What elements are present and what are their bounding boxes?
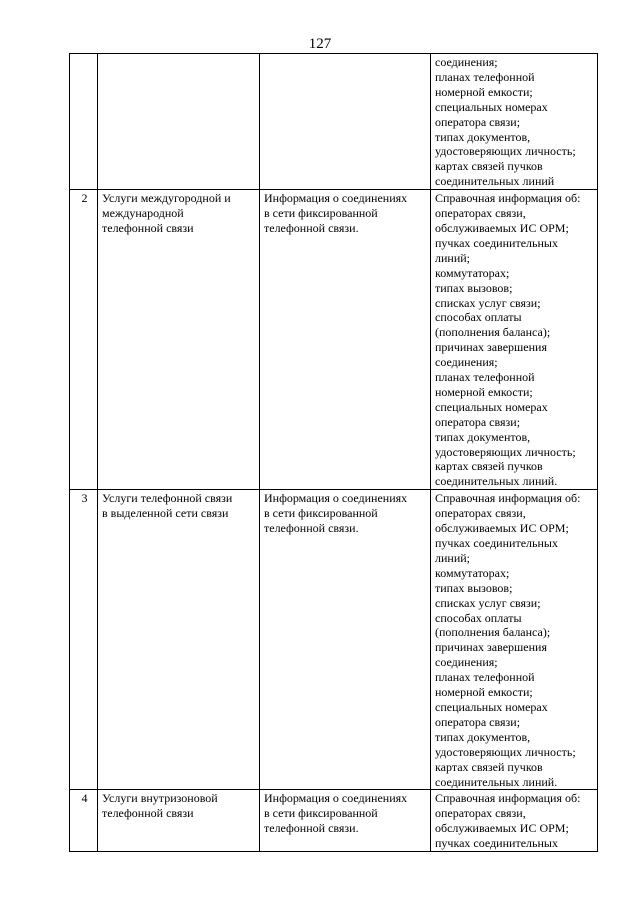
text-line: обслуживаемых ИС ОРМ; bbox=[435, 821, 569, 836]
text-line: операторах связи, bbox=[435, 206, 526, 221]
text-line: операторах связи, bbox=[435, 806, 526, 821]
text-line: способах оплаты bbox=[435, 310, 522, 325]
text-line: международной bbox=[102, 206, 184, 221]
text-line: причинах завершения bbox=[435, 640, 547, 655]
text-line: типах вызовов; bbox=[435, 280, 513, 295]
service-cell bbox=[98, 490, 260, 790]
text-line: специальных номерах bbox=[435, 399, 548, 414]
text-line: Справочная информация об: bbox=[435, 791, 581, 806]
text-line: соединения; bbox=[435, 55, 498, 69]
info-cell bbox=[260, 790, 431, 852]
reference-cell bbox=[431, 190, 598, 490]
text-line: номерной емкости; bbox=[435, 384, 533, 399]
info-description bbox=[264, 790, 428, 836]
text-line: линий; bbox=[435, 250, 471, 265]
text-line: картах связей пучков bbox=[435, 159, 543, 174]
table-row bbox=[70, 490, 598, 790]
text-line: Информация о соединениях bbox=[264, 191, 408, 206]
text-line: операторах связи, bbox=[435, 506, 526, 521]
text-line: коммутаторах; bbox=[435, 565, 510, 580]
text-line: в сети фиксированной bbox=[264, 206, 378, 221]
text-line: Услуги междугородной и bbox=[102, 191, 231, 206]
text-line: телефонной связи. bbox=[264, 220, 359, 235]
text-line: коммутаторах; bbox=[435, 265, 510, 280]
text-line: типах вызовов; bbox=[435, 580, 513, 595]
info-cell bbox=[260, 54, 431, 190]
text-line: Услуги внутризоновой bbox=[102, 791, 218, 806]
text-line: удостоверяющих личность; bbox=[435, 744, 576, 759]
text-line: номерной емкости; bbox=[435, 84, 533, 99]
row-number-cell bbox=[70, 190, 98, 490]
text-line: Справочная информация об: bbox=[435, 191, 581, 206]
text-line: в сети фиксированной bbox=[264, 506, 378, 521]
text-line: телефонной связи bbox=[102, 220, 194, 235]
text-line: (пополнения баланса); bbox=[435, 625, 551, 640]
text-line: причинах завершения bbox=[435, 340, 547, 355]
info-description bbox=[264, 490, 428, 536]
table-row bbox=[70, 190, 598, 490]
row-number: 4 bbox=[81, 791, 88, 806]
text-line: списках услуг связи; bbox=[435, 595, 541, 610]
table-row bbox=[70, 790, 598, 852]
service-name bbox=[102, 790, 257, 821]
text-line: в сети фиксированной bbox=[264, 806, 378, 821]
text-line: картах связей пучков bbox=[435, 759, 543, 774]
text-line: пучках соединительных bbox=[435, 836, 558, 851]
text-line: соединительных линий. bbox=[435, 774, 558, 789]
row-number: 2 bbox=[81, 191, 88, 206]
text-line: Услуги телефонной связи bbox=[102, 491, 233, 506]
text-line: типах документов, bbox=[435, 729, 531, 744]
text-line: Информация о соединениях bbox=[264, 791, 408, 806]
text-line: типах документов, bbox=[435, 129, 531, 144]
text-line: специальных номерах bbox=[435, 699, 548, 714]
text-line: пучках соединительных bbox=[435, 536, 558, 550]
service-name bbox=[102, 490, 257, 521]
info-cell bbox=[260, 490, 431, 790]
text-line: специальных номерах bbox=[435, 99, 548, 114]
text-line: соединительных линий bbox=[435, 174, 555, 189]
text-line: обслуживаемых ИС ОРМ; bbox=[435, 521, 569, 536]
info-description bbox=[264, 190, 428, 236]
text-line: удостоверяющих личность; bbox=[435, 444, 576, 459]
row-number-cell bbox=[70, 790, 98, 852]
reference-lines bbox=[435, 190, 595, 489]
text-line: телефонной связи. bbox=[264, 821, 359, 836]
text-line: линий; bbox=[435, 550, 471, 565]
text-line: Справочная информация об: bbox=[435, 491, 581, 506]
text-line: удостоверяющих личность; bbox=[435, 144, 576, 159]
text-line: картах связей пучков bbox=[435, 459, 543, 474]
table-row-continuation bbox=[70, 54, 598, 190]
text-line: списках услуг связи; bbox=[435, 295, 541, 310]
text-line: телефонной связи bbox=[102, 806, 194, 821]
text-line: способах оплаты bbox=[435, 610, 522, 625]
text-line: оператора связи; bbox=[435, 114, 521, 129]
text-line: пучках соединительных bbox=[435, 235, 558, 250]
services-table bbox=[69, 53, 598, 852]
text-line: номерной емкости; bbox=[435, 685, 533, 700]
text-line: соединительных линий. bbox=[435, 474, 558, 489]
text-line: соединения; bbox=[435, 655, 498, 670]
service-cell bbox=[98, 790, 260, 852]
text-line: (пополнения баланса); bbox=[435, 325, 551, 340]
text-line: оператора связи; bbox=[435, 414, 521, 429]
text-line: планах телефонной bbox=[435, 370, 535, 385]
text-line: оператора связи; bbox=[435, 714, 521, 729]
reference-lines bbox=[435, 54, 595, 189]
info-cell bbox=[260, 190, 431, 490]
text-line: телефонной связи. bbox=[264, 521, 359, 536]
reference-cell bbox=[431, 54, 598, 190]
service-cell bbox=[98, 54, 260, 190]
service-name bbox=[102, 190, 257, 236]
page-number: 127 bbox=[308, 36, 332, 52]
text-line: Информация о соединениях bbox=[264, 491, 408, 506]
text-line: соединения; bbox=[435, 355, 498, 370]
row-number: 3 bbox=[81, 491, 88, 506]
reference-cell bbox=[431, 490, 598, 790]
text-line: планах телефонной bbox=[435, 670, 535, 685]
service-cell bbox=[98, 190, 260, 490]
text-line: планах телефонной bbox=[435, 69, 535, 84]
row-number-cell bbox=[70, 54, 98, 190]
row-number-cell bbox=[70, 490, 98, 790]
reference-lines bbox=[435, 490, 595, 789]
reference-lines bbox=[435, 790, 595, 851]
reference-cell bbox=[431, 790, 598, 852]
text-line: обслуживаемых ИС ОРМ; bbox=[435, 220, 569, 235]
text-line: в выделенной сети связи bbox=[102, 506, 229, 521]
text-line: типах документов, bbox=[435, 429, 531, 444]
